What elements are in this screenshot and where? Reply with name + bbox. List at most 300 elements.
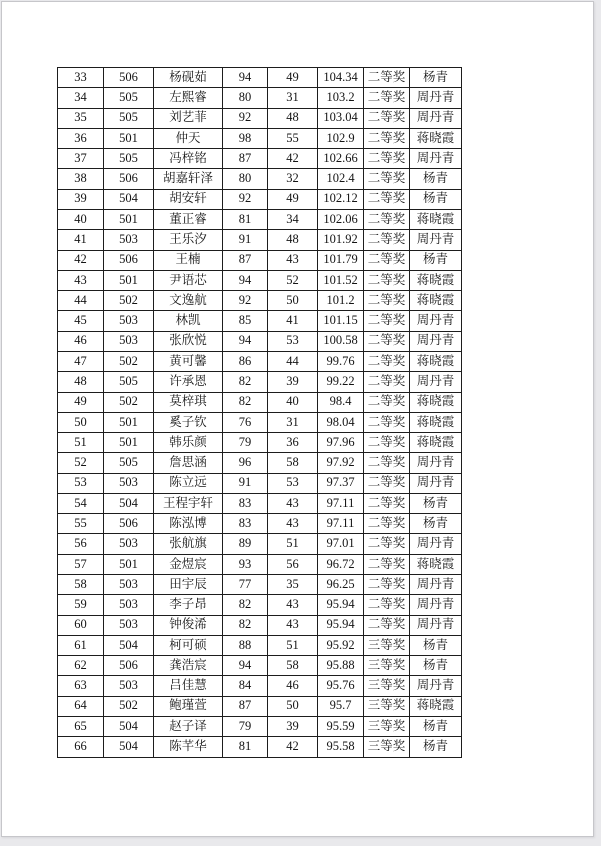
table-cell: 49 <box>268 68 318 88</box>
table-cell: 二等奖 <box>364 209 410 229</box>
table-row <box>58 676 462 696</box>
table-cell: 王程宇轩 <box>154 493 223 513</box>
table-cell: 104.34 <box>318 68 364 88</box>
table-row <box>58 189 462 209</box>
table-cell: 91 <box>223 230 268 250</box>
table-cell: 96 <box>223 453 268 473</box>
table-cell: 94 <box>223 270 268 290</box>
table-cell: 98 <box>223 128 268 148</box>
table-cell: 35 <box>268 575 318 595</box>
table-cell: 92 <box>223 189 268 209</box>
table-row <box>58 696 462 716</box>
table-cell: 51 <box>268 534 318 554</box>
table-cell: 56 <box>58 534 104 554</box>
table-cell: 二等奖 <box>364 270 410 290</box>
table-cell: 王楠 <box>154 250 223 270</box>
table-cell: 杨青 <box>410 493 462 513</box>
table-cell: 二等奖 <box>364 311 410 331</box>
table-cell: 张航旗 <box>154 534 223 554</box>
table-cell: 503 <box>104 615 154 635</box>
table-cell: 46 <box>58 331 104 351</box>
table-cell: 95.58 <box>318 737 364 758</box>
table-cell: 93 <box>223 554 268 574</box>
table-cell: 505 <box>104 149 154 169</box>
table-cell: 501 <box>104 128 154 148</box>
table-cell: 80 <box>223 169 268 189</box>
table-cell: 503 <box>104 311 154 331</box>
table-cell: 95.92 <box>318 635 364 655</box>
table-cell: 60 <box>58 615 104 635</box>
table-cell: 506 <box>104 169 154 189</box>
table-cell: 58 <box>268 453 318 473</box>
table-cell: 95.7 <box>318 696 364 716</box>
table-cell: 二等奖 <box>364 514 410 534</box>
table-row <box>58 149 462 169</box>
table-cell: 37 <box>58 149 104 169</box>
table-cell: 97.11 <box>318 493 364 513</box>
table-cell: 58 <box>268 656 318 676</box>
table-cell: 陈芊华 <box>154 737 223 758</box>
table-cell: 101.92 <box>318 230 364 250</box>
table-cell: 奚子钦 <box>154 412 223 432</box>
table-cell: 503 <box>104 473 154 493</box>
table-cell: 杨砚茹 <box>154 68 223 88</box>
table-cell: 51 <box>58 433 104 453</box>
table-row <box>58 311 462 331</box>
table-cell: 102.9 <box>318 128 364 148</box>
table-cell: 杨青 <box>410 514 462 534</box>
table-cell: 43 <box>58 270 104 290</box>
table-cell: 92 <box>223 108 268 128</box>
table-cell: 98.4 <box>318 392 364 412</box>
table-cell: 43 <box>268 595 318 615</box>
table-cell: 81 <box>223 209 268 229</box>
table-cell: 506 <box>104 514 154 534</box>
table-cell: 三等奖 <box>364 696 410 716</box>
table-cell: 103.04 <box>318 108 364 128</box>
table-cell: 55 <box>58 514 104 534</box>
score-table <box>57 67 462 758</box>
table-cell: 周丹青 <box>410 311 462 331</box>
table-cell: 33 <box>58 68 104 88</box>
table-cell: 97.11 <box>318 514 364 534</box>
table-cell: 杨青 <box>410 717 462 737</box>
table-cell: 周丹青 <box>410 88 462 108</box>
table-row <box>58 717 462 737</box>
table-row <box>58 351 462 371</box>
table-cell: 95.76 <box>318 676 364 696</box>
table-cell: 501 <box>104 554 154 574</box>
table-cell: 102.12 <box>318 189 364 209</box>
table-cell: 47 <box>58 351 104 371</box>
table-cell: 502 <box>104 351 154 371</box>
table-cell: 周丹青 <box>410 595 462 615</box>
table-cell: 102.06 <box>318 209 364 229</box>
table-cell: 二等奖 <box>364 291 410 311</box>
table-cell: 杨青 <box>410 189 462 209</box>
table-cell: 57 <box>58 554 104 574</box>
table-cell: 82 <box>223 372 268 392</box>
table-cell: 49 <box>268 189 318 209</box>
table-cell: 503 <box>104 575 154 595</box>
table-cell: 52 <box>58 453 104 473</box>
table-cell: 31 <box>268 412 318 432</box>
table-row <box>58 635 462 655</box>
table-cell: 42 <box>268 737 318 758</box>
table-cell: 503 <box>104 676 154 696</box>
table-cell: 96.72 <box>318 554 364 574</box>
table-cell: 二等奖 <box>364 453 410 473</box>
table-cell: 50 <box>268 291 318 311</box>
table-cell: 董正睿 <box>154 209 223 229</box>
table-cell: 55 <box>268 128 318 148</box>
table-cell: 96.25 <box>318 575 364 595</box>
table-cell: 58 <box>58 575 104 595</box>
table-cell: 99.76 <box>318 351 364 371</box>
document-page <box>1 1 594 837</box>
table-cell: 501 <box>104 412 154 432</box>
table-cell: 41 <box>58 230 104 250</box>
table-cell: 64 <box>58 696 104 716</box>
table-row <box>58 169 462 189</box>
table-row <box>58 433 462 453</box>
table-cell: 504 <box>104 717 154 737</box>
table-cell: 31 <box>268 88 318 108</box>
table-cell: 50 <box>58 412 104 432</box>
table-cell: 韩乐颜 <box>154 433 223 453</box>
table-cell: 36 <box>58 128 104 148</box>
table-cell: 89 <box>223 534 268 554</box>
table-cell: 杨青 <box>410 737 462 758</box>
table-cell: 49 <box>58 392 104 412</box>
table-cell: 许承恩 <box>154 372 223 392</box>
table-cell: 59 <box>58 595 104 615</box>
table-cell: 94 <box>223 68 268 88</box>
table-cell: 二等奖 <box>364 230 410 250</box>
table-cell: 张欣悦 <box>154 331 223 351</box>
table-cell: 34 <box>58 88 104 108</box>
table-row <box>58 209 462 229</box>
table-cell: 周丹青 <box>410 534 462 554</box>
table-cell: 三等奖 <box>364 635 410 655</box>
table-row <box>58 514 462 534</box>
table-cell: 82 <box>223 615 268 635</box>
table-cell: 501 <box>104 209 154 229</box>
table-cell: 504 <box>104 635 154 655</box>
table-cell: 87 <box>223 149 268 169</box>
table-cell: 52 <box>268 270 318 290</box>
table-cell: 40 <box>58 209 104 229</box>
table-cell: 冯梓铭 <box>154 149 223 169</box>
table-row <box>58 230 462 250</box>
table-cell: 周丹青 <box>410 453 462 473</box>
table-cell: 杨青 <box>410 169 462 189</box>
table-cell: 二等奖 <box>364 473 410 493</box>
table-cell: 二等奖 <box>364 250 410 270</box>
table-cell: 胡安轩 <box>154 189 223 209</box>
table-cell: 38 <box>58 169 104 189</box>
table-cell: 陈立远 <box>154 473 223 493</box>
table-cell: 仲天 <box>154 128 223 148</box>
table-cell: 43 <box>268 250 318 270</box>
table-cell: 502 <box>104 696 154 716</box>
table-cell: 51 <box>268 635 318 655</box>
table-row <box>58 270 462 290</box>
table-cell: 101.79 <box>318 250 364 270</box>
table-cell: 97.37 <box>318 473 364 493</box>
table-cell: 87 <box>223 696 268 716</box>
table-row <box>58 392 462 412</box>
table-cell: 蒋晓霞 <box>410 291 462 311</box>
table-cell: 金煜宸 <box>154 554 223 574</box>
table-cell: 504 <box>104 189 154 209</box>
table-cell: 87 <box>223 250 268 270</box>
table-cell: 501 <box>104 433 154 453</box>
table-row <box>58 372 462 392</box>
table-cell: 三等奖 <box>364 656 410 676</box>
table-cell: 99.22 <box>318 372 364 392</box>
table-cell: 李子昂 <box>154 595 223 615</box>
table-cell: 503 <box>104 595 154 615</box>
table-cell: 102.66 <box>318 149 364 169</box>
table-cell: 蒋晓霞 <box>410 433 462 453</box>
table-cell: 王乐汐 <box>154 230 223 250</box>
table-row <box>58 291 462 311</box>
table-cell: 杨青 <box>410 635 462 655</box>
table-cell: 56 <box>268 554 318 574</box>
table-cell: 赵子译 <box>154 717 223 737</box>
table-cell: 鲍瑾萱 <box>154 696 223 716</box>
table-cell: 二等奖 <box>364 189 410 209</box>
table-cell: 85 <box>223 311 268 331</box>
table-cell: 43 <box>268 514 318 534</box>
table-cell: 蒋晓霞 <box>410 351 462 371</box>
table-cell: 42 <box>268 149 318 169</box>
table-cell: 34 <box>268 209 318 229</box>
table-cell: 54 <box>58 493 104 513</box>
table-cell: 94 <box>223 331 268 351</box>
table-cell: 101.52 <box>318 270 364 290</box>
table-cell: 91 <box>223 473 268 493</box>
table-cell: 39 <box>58 189 104 209</box>
table-row <box>58 554 462 574</box>
table-cell: 二等奖 <box>364 554 410 574</box>
table-cell: 101.2 <box>318 291 364 311</box>
table-cell: 80 <box>223 88 268 108</box>
table-cell: 二等奖 <box>364 433 410 453</box>
table-cell: 蒋晓霞 <box>410 412 462 432</box>
table-cell: 35 <box>58 108 104 128</box>
table-row <box>58 575 462 595</box>
table-cell: 505 <box>104 372 154 392</box>
table-cell: 吕佳慧 <box>154 676 223 696</box>
table-cell: 53 <box>268 473 318 493</box>
table-cell: 周丹青 <box>410 676 462 696</box>
table-row <box>58 88 462 108</box>
table-cell: 504 <box>104 737 154 758</box>
table-cell: 周丹青 <box>410 149 462 169</box>
table-cell: 41 <box>268 311 318 331</box>
table-cell: 44 <box>58 291 104 311</box>
table-cell: 二等奖 <box>364 128 410 148</box>
table-cell: 502 <box>104 291 154 311</box>
table-cell: 505 <box>104 88 154 108</box>
table-cell: 94 <box>223 656 268 676</box>
table-cell: 76 <box>223 412 268 432</box>
table-cell: 二等奖 <box>364 534 410 554</box>
table-cell: 陈泓博 <box>154 514 223 534</box>
table-cell: 43 <box>268 493 318 513</box>
table-cell: 501 <box>104 270 154 290</box>
table-cell: 二等奖 <box>364 169 410 189</box>
table-cell: 周丹青 <box>410 615 462 635</box>
table-row <box>58 493 462 513</box>
table-row <box>58 68 462 88</box>
table-cell: 二等奖 <box>364 331 410 351</box>
table-cell: 二等奖 <box>364 392 410 412</box>
table-cell: 503 <box>104 230 154 250</box>
table-cell: 88 <box>223 635 268 655</box>
table-cell: 506 <box>104 656 154 676</box>
table-row <box>58 108 462 128</box>
table-cell: 蒋晓霞 <box>410 128 462 148</box>
table-cell: 48 <box>58 372 104 392</box>
table-cell: 506 <box>104 68 154 88</box>
table-cell: 蒋晓霞 <box>410 209 462 229</box>
table-cell: 62 <box>58 656 104 676</box>
table-cell: 龚浩宸 <box>154 656 223 676</box>
table-cell: 周丹青 <box>410 575 462 595</box>
table-cell: 506 <box>104 250 154 270</box>
table-cell: 尹语芯 <box>154 270 223 290</box>
table-cell: 周丹青 <box>410 473 462 493</box>
table-cell: 503 <box>104 331 154 351</box>
table-row <box>58 595 462 615</box>
table-cell: 周丹青 <box>410 331 462 351</box>
table-cell: 102.4 <box>318 169 364 189</box>
table-cell: 84 <box>223 676 268 696</box>
table-cell: 81 <box>223 737 268 758</box>
table-row <box>58 473 462 493</box>
table-cell: 82 <box>223 595 268 615</box>
table-cell: 97.92 <box>318 453 364 473</box>
table-cell: 莫梓琪 <box>154 392 223 412</box>
table-row <box>58 737 462 758</box>
table-cell: 83 <box>223 514 268 534</box>
table-cell: 77 <box>223 575 268 595</box>
table-cell: 95.88 <box>318 656 364 676</box>
table-cell: 44 <box>268 351 318 371</box>
table-cell: 黄可馨 <box>154 351 223 371</box>
table-cell: 三等奖 <box>364 737 410 758</box>
table-cell: 92 <box>223 291 268 311</box>
table-cell: 二等奖 <box>364 108 410 128</box>
table-cell: 505 <box>104 108 154 128</box>
table-row <box>58 656 462 676</box>
table-cell: 柯可硕 <box>154 635 223 655</box>
table-cell: 103.2 <box>318 88 364 108</box>
table-cell: 45 <box>58 311 104 331</box>
table-cell: 98.04 <box>318 412 364 432</box>
table-cell: 43 <box>268 615 318 635</box>
table-cell: 二等奖 <box>364 615 410 635</box>
table-cell: 三等奖 <box>364 717 410 737</box>
table-cell: 61 <box>58 635 104 655</box>
table-cell: 钟俊浠 <box>154 615 223 635</box>
table-cell: 79 <box>223 433 268 453</box>
table-row <box>58 331 462 351</box>
table-row <box>58 534 462 554</box>
table-cell: 46 <box>268 676 318 696</box>
table-cell: 杨青 <box>410 656 462 676</box>
table-cell: 蒋晓霞 <box>410 696 462 716</box>
table-cell: 周丹青 <box>410 108 462 128</box>
table-cell: 97.01 <box>318 534 364 554</box>
table-cell: 503 <box>104 534 154 554</box>
table-cell: 86 <box>223 351 268 371</box>
table-cell: 周丹青 <box>410 230 462 250</box>
table-cell: 39 <box>268 372 318 392</box>
table-cell: 63 <box>58 676 104 696</box>
table-cell: 二等奖 <box>364 149 410 169</box>
table-cell: 502 <box>104 392 154 412</box>
table-cell: 50 <box>268 696 318 716</box>
table-cell: 二等奖 <box>364 88 410 108</box>
table-cell: 詹思涵 <box>154 453 223 473</box>
table-cell: 左熙睿 <box>154 88 223 108</box>
table-cell: 二等奖 <box>364 412 410 432</box>
table-cell: 二等奖 <box>364 351 410 371</box>
table-cell: 二等奖 <box>364 575 410 595</box>
table-cell: 二等奖 <box>364 493 410 513</box>
table-cell: 97.96 <box>318 433 364 453</box>
table-cell: 田宇辰 <box>154 575 223 595</box>
table-cell: 36 <box>268 433 318 453</box>
table-cell: 文逸航 <box>154 291 223 311</box>
table-cell: 周丹青 <box>410 372 462 392</box>
table-cell: 三等奖 <box>364 676 410 696</box>
table-cell: 504 <box>104 493 154 513</box>
table-cell: 66 <box>58 737 104 758</box>
table-cell: 杨青 <box>410 68 462 88</box>
table-cell: 48 <box>268 108 318 128</box>
table-cell: 32 <box>268 169 318 189</box>
table-cell: 39 <box>268 717 318 737</box>
table-cell: 83 <box>223 493 268 513</box>
table-cell: 蒋晓霞 <box>410 392 462 412</box>
table-cell: 505 <box>104 453 154 473</box>
table-cell: 二等奖 <box>364 372 410 392</box>
table-cell: 杨青 <box>410 250 462 270</box>
table-row <box>58 453 462 473</box>
table-cell: 100.58 <box>318 331 364 351</box>
score-table-body <box>58 68 462 758</box>
table-cell: 95.94 <box>318 615 364 635</box>
table-cell: 蒋晓霞 <box>410 270 462 290</box>
table-cell: 79 <box>223 717 268 737</box>
table-cell: 82 <box>223 392 268 412</box>
table-cell: 95.94 <box>318 595 364 615</box>
table-row <box>58 250 462 270</box>
table-row <box>58 615 462 635</box>
table-cell: 95.59 <box>318 717 364 737</box>
table-cell: 65 <box>58 717 104 737</box>
table-row <box>58 412 462 432</box>
table-cell: 48 <box>268 230 318 250</box>
table-cell: 40 <box>268 392 318 412</box>
table-cell: 刘艺菲 <box>154 108 223 128</box>
table-cell: 53 <box>268 331 318 351</box>
